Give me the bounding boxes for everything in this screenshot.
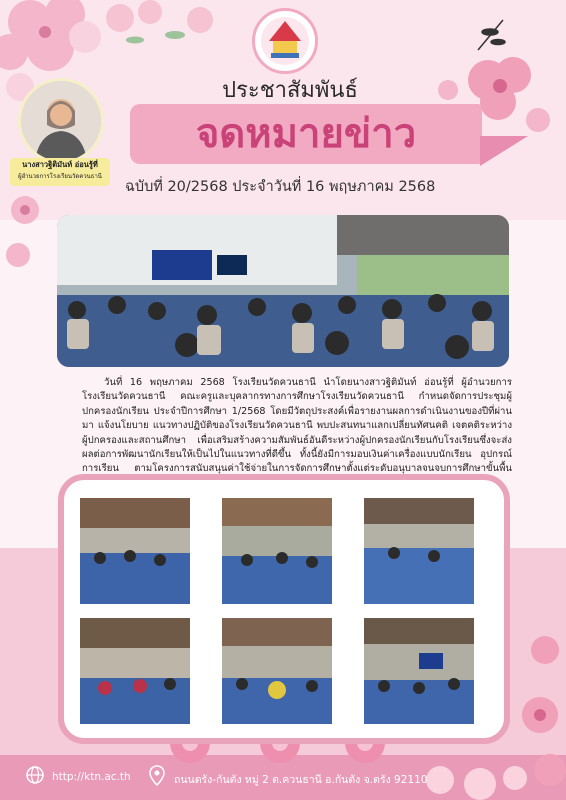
article-body: วันที่ 16 พฤษภาคม 2568 โรงเรียนวัดควนธานี นำโดยนางสาวฐิติมันท์ อ่อนรู้ที่ ผู้อำนวยการโรงเรียนวัดควนธานี คณะครูและบุคลากรทางการศึกษาโรงเรียนวัดควนธานี กำหนดจัดการประชุมผู้ปกครองนักเรียน ประจำปีการศึกษา 1/2568 โดยมีวัตถุประสงค์เพื่อรายงานผลการดำเนินงานของปีที่ผ่านมา แจ้งนโยบาย แนวทางปฏิบัติของโรงเรียนวัดควนธานี พบปะสนทนาแลกเปลี่ยนทัศนคติ เจตคติระหว่างผู้ปกครองและสถานศึกษา เพื่อเสริมสร้างความสัมพันธ์อันดีระหว่างผู้ปกครองนักเรียนกับโรงเรียนซึ่งจะส่งผลต่อการพัฒนานักเรียนให้เป็นไปในแนวทางที่ดีขึ้น ทั้งนี้ยังมีการมอบเงินค่าเครื่องแบบนักเรียน อุปกรณ์การเรียน ตามโครงการสนับสนุนค่าใช้จ่ายในการจัดการศึกษาตั้งแต่ระดับอนุบาลจนจบการศึกษาขั้นพื้น bbox=[82, 377, 512, 475]
globe-icon bbox=[25, 765, 45, 785]
director-photo bbox=[18, 78, 104, 164]
director-title: ผู้อำนวยการโรงเรียนวัดควนธานี bbox=[18, 173, 102, 180]
section-title: ประชาสัมพันธ์ bbox=[222, 78, 358, 103]
gallery-photo-1 bbox=[80, 498, 190, 604]
gallery-photo-5 bbox=[222, 618, 332, 724]
gallery-photo-2 bbox=[222, 498, 332, 604]
gallery-photo-4 bbox=[80, 618, 190, 724]
issue-date-line: ฉบับที่ 20/2568 ประจำวันที่ 16 พฤษภาคม 2568 bbox=[125, 179, 436, 195]
school-emblem-icon bbox=[255, 11, 315, 71]
flower-decoration-top bbox=[100, 0, 220, 60]
school-logo bbox=[252, 8, 318, 74]
flower-decoration-left bbox=[0, 180, 60, 290]
footer-website-link[interactable]: http://ktn.ac.th bbox=[52, 771, 131, 783]
main-title: จดหมายข่าว bbox=[195, 111, 417, 157]
flower-decoration-footer bbox=[420, 760, 530, 800]
banner-ribbon-tail bbox=[480, 136, 528, 166]
map-pin-icon bbox=[146, 764, 168, 788]
footer-address: ถนนตรัง-กันตัง หมู่ 2 ต.ควนธานี อ.กันตัง จ.ตรัง 92110 bbox=[174, 774, 428, 786]
main-event-photo bbox=[57, 215, 509, 367]
director-name: นางสาวฐิติมันท์ อ่อนรู้ที่ bbox=[22, 160, 98, 169]
gallery-photo-6 bbox=[364, 618, 474, 724]
gallery-photo-3 bbox=[364, 498, 474, 604]
